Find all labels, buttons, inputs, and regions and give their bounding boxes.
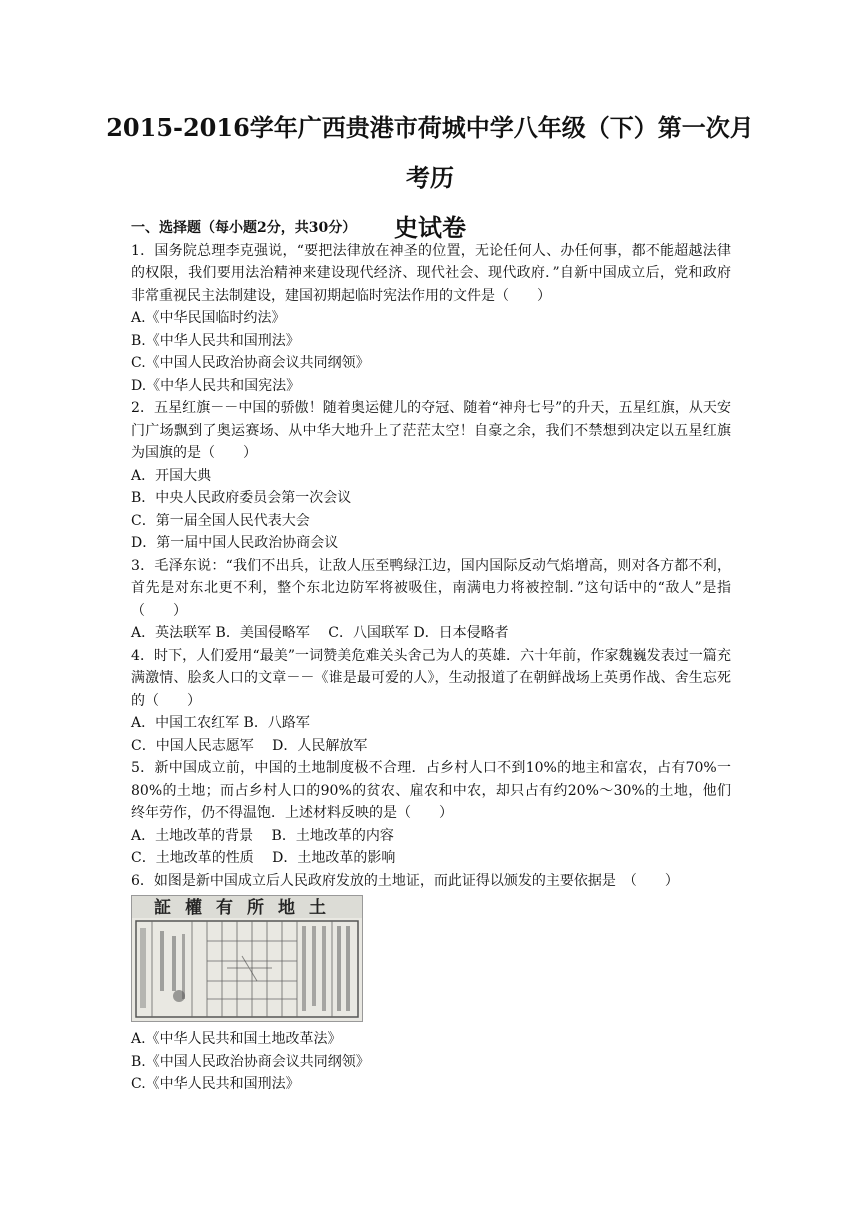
question-6-stem: 6．如图是新中国成立后人民政府发放的土地证，而此证得以颁发的主要依据是 （ ） xyxy=(131,872,679,889)
question-6-option-c: C.《中华人民共和国刑法》 xyxy=(131,1076,300,1092)
question-2-option-a: A．开国大典 xyxy=(131,467,212,484)
question-3-options: A．英法联军 B．美国侵略军 C．八国联军 D．日本侵略者 xyxy=(131,625,509,641)
question-5-options-row-2: C．土地改革的性质 D．土地改革的影响 xyxy=(131,850,396,866)
question-2-option-c: C．第一届全国人民代表大会 xyxy=(131,512,310,529)
question-4-options-row-2: C．中国人民志愿军 D．人民解放军 xyxy=(131,737,368,754)
question-6-option-b: B.《中国人民政治协商会议共同纲领》 xyxy=(131,1053,370,1070)
title-line-1: 2015-2016学年广西贵港市荷城中学八年级（下）第一次月考历 xyxy=(106,113,754,192)
question-4-options-row-1: A．中国工农红军 B．八路军 xyxy=(131,715,310,731)
question-1-option-c: C.《中国人民政治协商会议共同纲领》 xyxy=(131,355,370,371)
land-certificate-image xyxy=(131,895,363,1022)
certificate-header-text: 証權有所地土 xyxy=(154,898,340,918)
question-1-option-d: D.《中华人民共和国宪法》 xyxy=(131,377,301,394)
question-5-stem: 5．新中国成立前，中国的土地制度极不合理．占乡村人口不到10%的地主和富农，占有70%一80%的土地；而占乡村人口的90%的贫农、雇农和中农，却只占有约20%～30%的土地，他们终年劳作，仍不得温饱．上述材料反映的是（ ） xyxy=(131,760,731,821)
exam-content xyxy=(131,217,731,1096)
question-2-option-b: B．中央人民政府委员会第一次会议 xyxy=(131,490,352,506)
title-line-2: 史试卷 xyxy=(394,213,466,242)
question-4-stem: 4．时下，人们爱用“最美”一词赞美危难关头舍己为人的英雄．六十年前，作家魏巍发表过一篇充满激情、脍炙人口的文章－－《谁是最可爱的人》，生动报道了在朝鲜战场上英勇作战、舍生忘死的（ ） xyxy=(131,647,731,709)
question-6-option-a: A.《中华人民共和国土地改革法》 xyxy=(131,1031,342,1047)
question-5-options-row-1: A．土地改革的背景 B．土地改革的内容 xyxy=(131,827,394,844)
question-3-stem: 3．毛泽东说：“我们不出兵，让敌人压至鸭绿江边，国内国际反动气焰增高，则对各方都不利，首先是对东北更不利，整个东北边防军将被吸住，南满电力将被控制．”这句话中的“敌人”是指（ ） xyxy=(131,557,731,619)
question-1-option-b: B.《中华人民共和国刑法》 xyxy=(131,332,300,349)
question-2-stem: 2．五星红旗－－中国的骄傲！随着奥运健儿的夺冠、随着“神舟七号”的升天，五星红旗，从天安门广场飘到了奥运赛场、从中华大地升上了茫茫太空！自豪之余，我们不禁想到决定以五星红旗为国旗的是（ ） xyxy=(131,400,731,461)
section-heading: 一、选择题（每小题2分，共30分） xyxy=(131,220,357,236)
land-certificate-picture xyxy=(132,896,362,1021)
question-2-option-d: D．第一届中国人民政治协商会议 xyxy=(131,535,339,551)
question-1-option-a: A.《中华民国临时约法》 xyxy=(131,310,286,326)
question-1-stem: 1．国务院总理李克强说，“要把法律放在神圣的位置，无论任何人、办任何事，都不能超越法律的权限，我们要用法治精神来建设现代经济、现代社会、现代政府．”自新中国成立后，党和政府非常重视民主法制建设，建国初期起临时宪法作用的文件是（ ） xyxy=(131,242,731,304)
